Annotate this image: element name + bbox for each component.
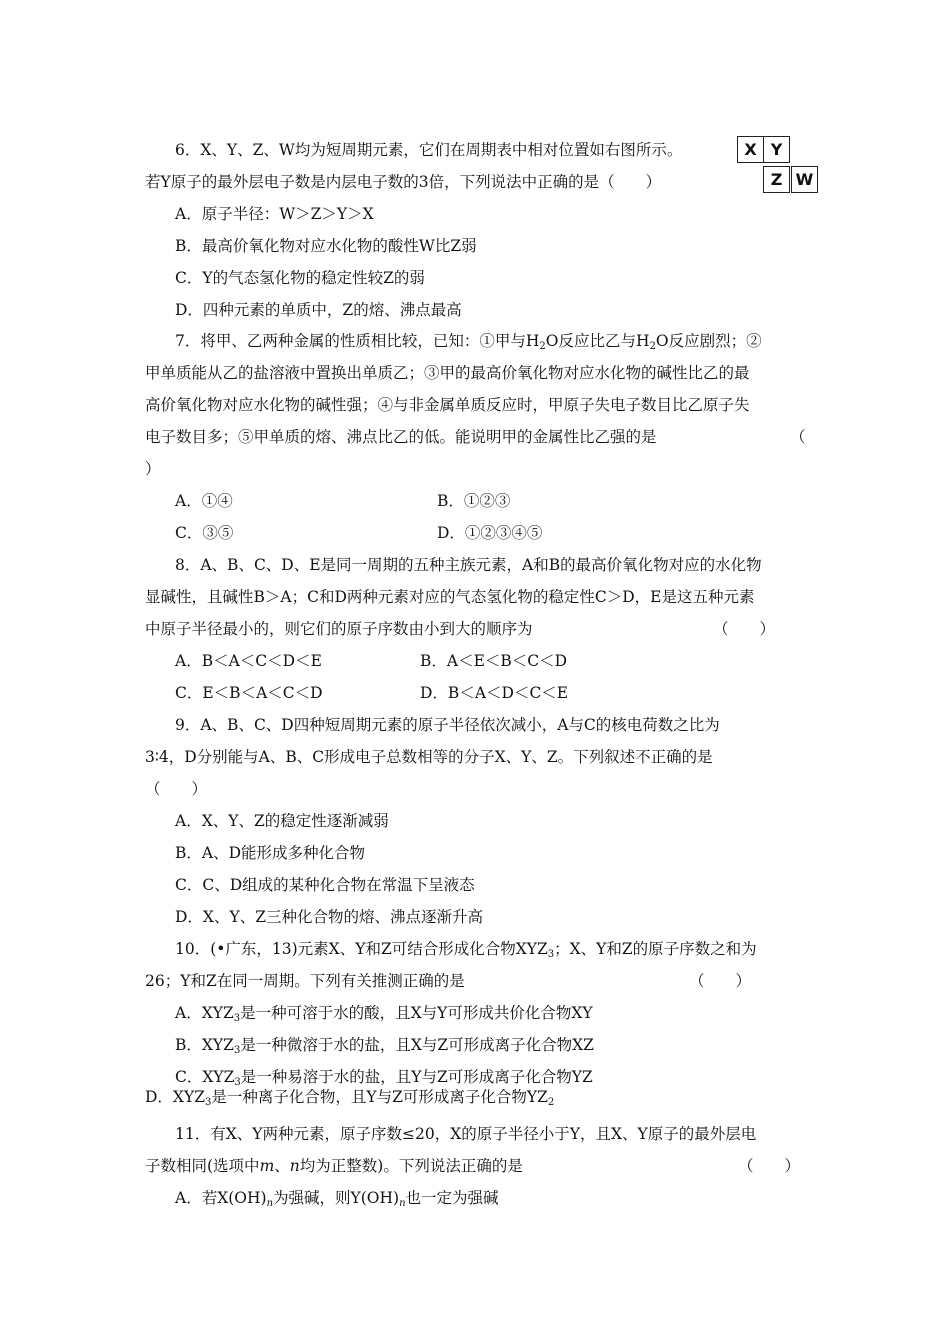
q6-option-a: A．原子半径：W＞Z＞Y＞X bbox=[175, 205, 374, 223]
q7-option-c: C．③⑤ bbox=[175, 524, 234, 542]
q9-option-a: A．X、Y、Z的稳定性逐渐减弱 bbox=[175, 812, 389, 830]
q11-stem-line1: 11．有X、Y两种元素，原子序数≤20，X的原子半径小于Y，且X、Y原子的最外层电 bbox=[175, 1125, 757, 1143]
q11-answer-paren: （ ） bbox=[738, 1157, 801, 1175]
q9-stem-line2: 3∶4，D分别能与A、B、C形成电子总数相等的分子X、Y、Z。下列叙述不正确的是 bbox=[145, 748, 713, 766]
q10-option-a: A．$XYZ_3$是一种可溶于水的酸，且X与Y可形成共价化合物XY bbox=[175, 1004, 593, 1024]
q6-stem-line1: 6．X、Y、Z、W均为短周期元素，它们在周期表中相对位置如右图所示。 bbox=[175, 141, 683, 159]
q6-option-b: B．最高价氧化物对应水化物的酸性W比Z弱 bbox=[175, 237, 477, 255]
q9-answer-paren: （ ） bbox=[145, 780, 208, 798]
periodic-table-fragment bbox=[737, 136, 821, 194]
q8-answer-paren: （ ） bbox=[713, 620, 776, 638]
q9-option-c: C．C、D组成的某种化合物在常温下呈液态 bbox=[175, 876, 475, 894]
q8-option-d: D．B＜A＜D＜C＜E bbox=[420, 684, 569, 702]
q7-stem-line2: 甲单质能从乙的盐溶液中置换出单质乙；③甲的最高价氧化物对应水化物的碱性比乙的最 bbox=[145, 364, 750, 382]
q6-option-c: C．Y的气态氢化物的稳定性较Z的弱 bbox=[175, 269, 425, 287]
cell-z: Z bbox=[763, 166, 790, 193]
cell-y: Y bbox=[763, 136, 790, 163]
q9-option-b: B．A、D能形成多种化合物 bbox=[175, 844, 366, 862]
q8-stem-line3: 中原子半径最小的，则它们的原子序数由小到大的顺序为 bbox=[145, 620, 533, 638]
q10-option-d: D．$XYZ_3$是一种离子化合物，且Y与Z可形成离子化合物$YZ_2$ bbox=[145, 1088, 555, 1108]
q7-option-d: D．①②③④⑤ bbox=[437, 524, 543, 542]
q6-option-d: D．四种元素的单质中，Z的熔、沸点最高 bbox=[175, 301, 462, 319]
q7-answer-paren-close: ） bbox=[145, 460, 161, 478]
q11-option-a: A．若$X(OH)_n$为强碱，则$Y(OH)_n$也一定为强碱 bbox=[175, 1189, 499, 1209]
q8-stem-line2: 显碱性，且碱性B＞A；C和D两种元素对应的气态氢化物的稳定性C＞D，E是这五种元素 bbox=[145, 588, 755, 606]
q7-option-b: B．①②③ bbox=[437, 492, 511, 510]
q7-stem-line1: 7．将甲、乙两种金属的性质相比较，已知：①甲与$H_2O$反应比乙与$H_2O$反应剧烈；② bbox=[175, 332, 762, 352]
q8-option-a: A．B＜A＜C＜D＜E bbox=[175, 652, 322, 670]
cell-x: X bbox=[737, 136, 764, 163]
q7-stem-line3: 高价氧化物对应水化物的碱性强；④与非金属单质反应时，甲原子失电子数目比乙原子失 bbox=[145, 396, 750, 414]
q7-option-a: A．①④ bbox=[175, 492, 233, 510]
q7-answer-paren-open: （ bbox=[790, 428, 806, 446]
q9-stem-line1: 9．A、B、C、D四种短周期元素的原子半径依次减小，A与C的核电荷数之比为 bbox=[175, 716, 720, 734]
q8-option-c: C．E＜B＜A＜C＜D bbox=[175, 684, 323, 702]
q10-stem-line1: 10．(•广东，13)元素X、Y和Z可结合形成化合物$XYZ_3$；X、Y和Z的原子序数之和为 bbox=[175, 940, 757, 960]
cell-w: W bbox=[791, 166, 818, 193]
q9-option-d: D．X、Y、Z三种化合物的熔、沸点逐渐升高 bbox=[175, 908, 483, 926]
q10-answer-paren: （ ） bbox=[689, 972, 752, 990]
q8-stem-line1: 8．A、B、C、D、E是同一周期的五种主族元素，A和B的最高价氧化物对应的水化物 bbox=[175, 556, 762, 574]
q7-stem-line4: 电子数目多；⑤甲单质的熔、沸点比乙的低。能说明甲的金属性比乙强的是 bbox=[145, 428, 657, 446]
q10-option-c: C．$XYZ_3$是一种易溶于水的盐，且Y与Z可形成离子化合物YZ bbox=[175, 1068, 593, 1088]
q11-stem-line2: 子数相同(选项中m、n均为正整数)。下列说法正确的是 bbox=[145, 1157, 523, 1175]
q10-option-b: B．$XYZ_3$是一种微溶于水的盐，且X与Z可形成离子化合物XZ bbox=[175, 1036, 594, 1056]
q8-option-b: B．A＜E＜B＜C＜D bbox=[420, 652, 568, 670]
q6-stem-line2: 若Y原子的最外层电子数是内层电子数的3倍，下列说法中正确的是（ ） bbox=[145, 173, 662, 191]
q10-stem-line2: 26；Y和Z在同一周期。下列有关推测正确的是 bbox=[145, 972, 465, 990]
